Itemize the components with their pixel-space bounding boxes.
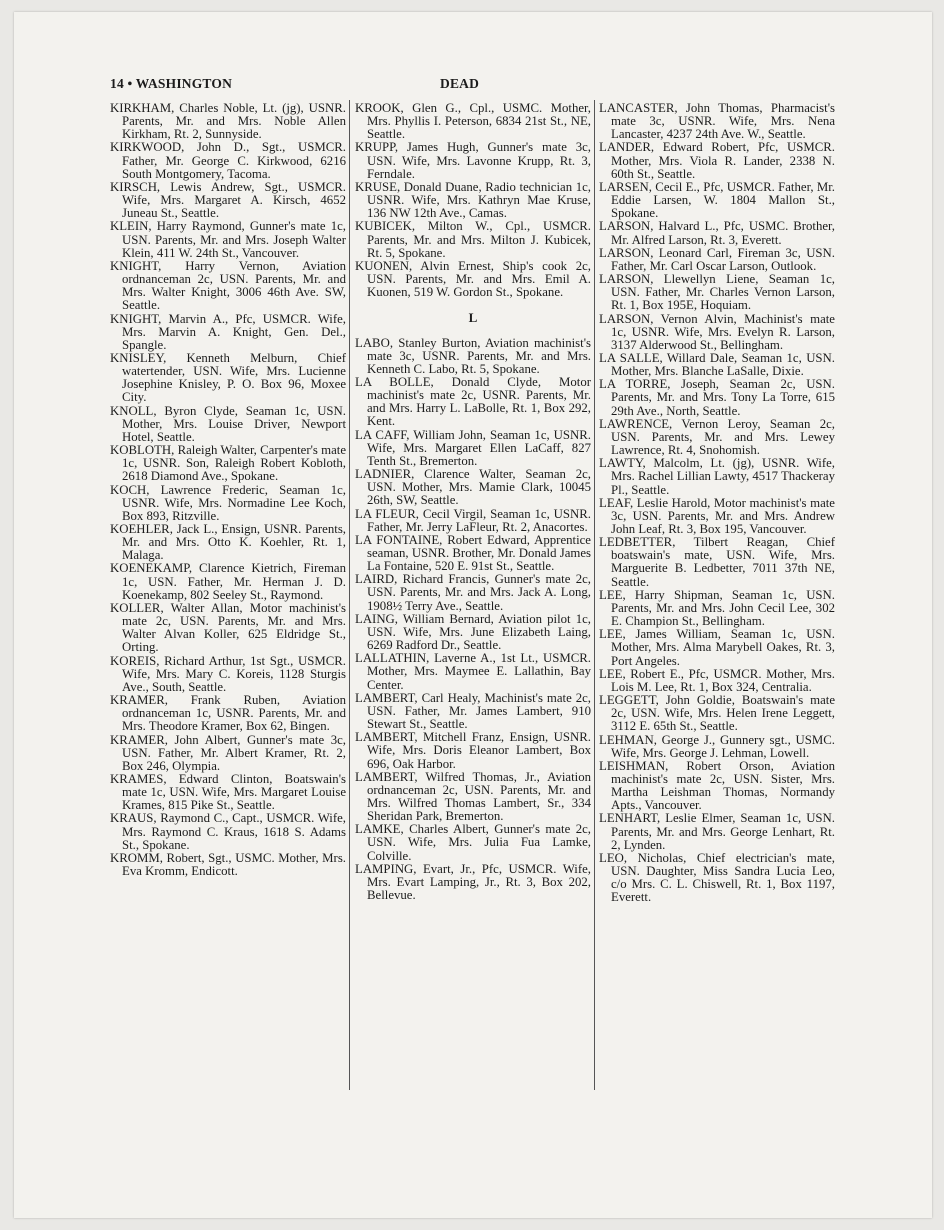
directory-entry: LEGGETT, John Goldie, Boatswain's mate 2c, USN. Wife, Mrs. Helen Irene Leggett, 3112 E. 65th St., Seattle. — [599, 693, 835, 734]
directory-entry: LARSON, Llewellyn Liene, Seaman 1c, USN. Father, Mr. Charles Vernon Larson, Rt. 1, Box 195E, Hoquiam. — [599, 272, 835, 313]
page-number: 14 — [110, 76, 124, 91]
directory-entry: KUBICEK, Milton W., Cpl., USMCR. Parents, Mr. and Mrs. Milton J. Kubicek, Rt. 5, Spokane. — [355, 219, 591, 260]
directory-entry: LA CAFF, William John, Seaman 1c, USNR. Wife, Mrs. Margaret Ellen LaCaff, 827 Tenth St., Bremerton. — [355, 427, 591, 468]
directory-entry: KOBLOTH, Raleigh Walter, Carpenter's mate 1c, USNR. Son, Raleigh Robert Kobloth, 2618 Diamond Ave., Spokane. — [110, 443, 346, 484]
directory-entry: KRAMER, Frank Ruben, Aviation ordnanceman 1c, USNR. Parents, Mr. and Mrs. Theodore Kramer, Box 62, Bingen. — [110, 693, 346, 734]
column-rule-2 — [594, 100, 595, 1090]
directory-entry: LEO, Nicholas, Chief electrician's mate, USN. Daughter, Miss Sandra Lucia Leo, c/o Mrs. C. L. Chiswell, Rt. 1, Box 1197, Everett. — [599, 850, 835, 905]
column-3 — [599, 102, 835, 905]
directory-entry: LA FONTAINE, Robert Edward, Apprentice seaman, USNR. Brother, Mr. Donald James La Fontaine, 520 E. 91st St., Seattle. — [355, 532, 591, 574]
directory-entry: LANDER, Edward Robert, Pfc, USMCR. Mother, Mrs. Viola R. Lander, 2338 N. 60th St., Seattle. — [599, 140, 835, 181]
directory-entry: LADNIER, Clarence Walter, Seaman 2c, USN. Mother, Mrs. Mamie Clark, 10045 26th, SW, Seattle. — [355, 467, 591, 508]
directory-entry: KRAMES, Edward Clinton, Boatswain's mate 1c, USN. Wife, Mrs. Margaret Louise Krames, 815 Pike St., Seattle. — [110, 771, 346, 813]
directory-entry: LALLATHIN, Laverne A., 1st Lt., USMCR. Mother, Mrs. Maymee E. Lallathin, Bay Center. — [355, 651, 591, 692]
directory-entry: LEHMAN, George J., Gunnery sgt., USMC. Wife, Mrs. George J. Lehman, Lowell. — [599, 732, 835, 760]
column-2 — [355, 102, 591, 902]
directory-entry: LEISHMAN, Robert Orson, Aviation machinist's mate 2c, USN. Sister, Mrs. Martha Leishman Thomas, Normandy Apts., Vancouver. — [599, 758, 835, 813]
section-letter-heading: L — [468, 310, 478, 326]
directory-entry: LAMKE, Charles Albert, Gunner's mate 2c, USN. Wife, Mrs. Julia Fua Lamke, Colville. — [355, 822, 591, 863]
directory-entry: KRAMER, John Albert, Gunner's mate 3c, USN. Father, Mr. Albert Kramer, Rt. 2, Box 246, Olympia. — [110, 732, 346, 773]
directory-entry: LAMBERT, Wilfred Thomas, Jr., Aviation ordnanceman 2c, USN. Parents, Mr. and Mrs. Wilfred Thomas Lambert, Sr., 334 Sheridan Park, Bremerton. — [355, 769, 591, 824]
directory-entry: KOEHLER, Jack L., Ensign, USNR. Parents, Mr. and Mrs. Otto K. Koehler, Rt. 1, Malaga. — [110, 522, 346, 563]
directory-entry: KOENEKAMP, Clarence Kietrich, Fireman 1c, USN. Father, Mr. Herman J. D. Koenekamp, 802 Seeley St., Raymond. — [110, 561, 346, 602]
directory-entry: LEE, Robert E., Pfc, USMCR. Mother, Mrs. Lois M. Lee, Rt. 1, Box 324, Centralia. — [599, 666, 835, 694]
column-1 — [110, 102, 346, 878]
directory-entry: LARSON, Halvard L., Pfc, USMC. Brother, Mr. Alfred Larson, Rt. 3, Everett. — [599, 219, 835, 247]
directory-entry: LABO, Stanley Burton, Aviation machinist's mate 3c, USNR. Parents, Mr. and Mrs. Kenneth C. Labo, Rt. 5, Spokane. — [355, 335, 591, 376]
directory-entry: LAMBERT, Mitchell Franz, Ensign, USNR. Wife, Mrs. Doris Eleanor Lambert, Box 696, Oak Harbor. — [355, 730, 591, 771]
directory-entry: KRUPP, James Hugh, Gunner's mate 3c, USN. Wife, Mrs. Lavonne Krupp, Rt. 3, Ferndale. — [355, 140, 591, 181]
directory-entry: LA BOLLE, Donald Clyde, Motor machinist's mate 2c, USNR. Parents, Mr. and Mrs. Harry L. LaBolle, Rt. 1, Box 292, Kent. — [355, 374, 591, 429]
directory-entry: LAWTY, Malcolm, Lt. (jg), USNR. Wife, Mrs. Rachel Lillian Lawty, 4517 Thackeray Pl., Seattle. — [599, 456, 835, 497]
state-name: WASHINGTON — [135, 76, 233, 91]
directory-entry: LENHART, Leslie Elmer, Seaman 1c, USN. Parents, Mr. and Mrs. George Lenhart, Rt. 2, Lynden. — [599, 811, 835, 852]
header-left — [110, 76, 232, 92]
directory-entry: LANCASTER, John Thomas, Pharmacist's mate 3c, USNR. Wife, Mrs. Nena Lancaster, 4237 24th Ave. W., Seattle. — [599, 101, 835, 142]
directory-entry: LAMBERT, Carl Healy, Machinist's mate 2c, USN. Father, Mr. James Lambert, 910 Stewart St., Seattle. — [355, 690, 591, 732]
directory-entry: LARSON, Vernon Alvin, Machinist's mate 1c, USNR. Wife, Mrs. Evelyn R. Larson, 3137 Alderwood St., Bellingham. — [599, 311, 835, 352]
directory-entry: KROOK, Glen G., Cpl., USMC. Mother, Mrs. Phyllis I. Peterson, 6834 21st St., NE, Seattle. — [355, 101, 591, 142]
header-bullet: • — [127, 76, 133, 91]
directory-entry: KRUSE, Donald Duane, Radio technician 1c, USNR. Wife, Mrs. Kathryn Mae Kruse, 136 NW 12th Ave., Camas. — [355, 179, 591, 221]
directory-entry: KOREIS, Richard Arthur, 1st Sgt., USMCR. Wife, Mrs. Mary C. Koreis, 1128 Sturgis Ave., South, Seattle. — [110, 653, 346, 694]
directory-entry: LEDBETTER, Tilbert Reagan, Chief boatswain's mate, USN. Wife, Mrs. Marguerite B. Ledbetter, 7011 37th NE, Seattle. — [599, 535, 835, 589]
directory-entry: KOLLER, Walter Allan, Motor machinist's mate 2c, USN. Parents, Mr. and Mrs. Walter Alvan Koller, 625 Eldridge St., Orting. — [110, 600, 346, 655]
directory-entry: LARSON, Leonard Carl, Fireman 3c, USN. Father, Mr. Carl Oscar Larson, Outlook. — [599, 245, 835, 273]
directory-entry: KIRKWOOD, John D., Sgt., USMCR. Father, Mr. George C. Kirkwood, 6216 South Montgomery, Tacoma. — [110, 140, 346, 181]
directory-entry: KNIGHT, Harry Vernon, Aviation ordnanceman 2c, USN. Parents, Mr. and Mrs. Walter Knight, 3006 46th Ave. SW, Seattle. — [110, 258, 346, 313]
directory-entry: LA TORRE, Joseph, Seaman 2c, USN. Parents, Mr. and Mrs. Tony La Torre, 615 29th Ave., North, Seattle. — [599, 377, 835, 418]
directory-entry: KUONEN, Alvin Ernest, Ship's cook 2c, USN. Parents, Mr. and Mrs. Emil A. Kuonen, 519 W. Gordon St., Spokane. — [355, 258, 591, 300]
directory-entry: KNOLL, Byron Clyde, Seaman 1c, USN. Mother, Mrs. Louise Driver, Newport Hotel, Seattle. — [110, 403, 346, 444]
directory-entry: LA FLEUR, Cecil Virgil, Seaman 1c, USNR. Father, Mr. Jerry LaFleur, Rt. 2, Anacortes. — [355, 506, 591, 534]
directory-entry: LEE, James William, Seaman 1c, USN. Mother, Mrs. Alma Marybell Oakes, Rt. 3, Port Angeles. — [599, 627, 835, 668]
directory-entry: KIRSCH, Lewis Andrew, Sgt., USMCR. Wife, Mrs. Margaret A. Kirsch, 4652 Juneau St., Seattle. — [110, 179, 346, 221]
page-header — [110, 76, 832, 96]
directory-entry: KOCH, Lawrence Frederic, Seaman 1c, USNR. Wife, Mrs. Normadine Lee Koch, Box 893, Ritzville. — [110, 482, 346, 523]
directory-entry: KROMM, Robert, Sgt., USMC. Mother, Mrs. Eva Kromm, Endicott. — [110, 850, 346, 879]
directory-entry: KNISLEY, Kenneth Melburn, Chief watertender, USN. Wife, Mrs. Lucienne Josephine Knisley, P. O. Box 96, Moxee City. — [110, 350, 346, 405]
directory-entry: KLEIN, Harry Raymond, Gunner's mate 1c, USN. Parents, Mr. and Mrs. Joseph Walter Klein, 411 W. 24th St., Vancouver. — [110, 219, 346, 260]
directory-entry: KIRKHAM, Charles Noble, Lt. (jg), USNR. Parents, Mr. and Mrs. Noble Allen Kirkham, Rt. 2, Sunnyside. — [110, 101, 346, 142]
directory-entry: LARSEN, Cecil E., Pfc, USMCR. Father, Mr. Eddie Larsen, W. 1804 Mallon St., Spokane. — [599, 179, 835, 221]
column-rule-1 — [349, 100, 350, 1090]
directory-entry: LAWRENCE, Vernon Leroy, Seaman 2c, USN. Parents, Mr. and Mrs. Lewey Lawrence, Rt. 4, Snohomish. — [599, 416, 835, 458]
directory-entry: LAING, William Bernard, Aviation pilot 1c, USN. Wife, Mrs. June Elizabeth Laing, 6269 Radford Dr., Seattle. — [355, 611, 591, 653]
directory-entry: LAMPING, Evart, Jr., Pfc, USMCR. Wife, Mrs. Evart Lamping, Jr., Rt. 3, Box 202, Bellevue. — [355, 861, 591, 903]
directory-entry: KRAUS, Raymond C., Capt., USMCR. Wife, Mrs. Raymond C. Kraus, 1618 S. Adams St., Spokane. — [110, 811, 346, 852]
directory-entry: KNIGHT, Marvin A., Pfc, USMCR. Wife, Mrs. Marvin A. Knight, Gen. Del., Spangle. — [110, 311, 346, 352]
directory-entry: LEE, Harry Shipman, Seaman 1c, USN. Parents, Mr. and Mrs. John Cecil Lee, 302 E. Champion St., Bellingham. — [599, 587, 835, 629]
directory-entry: LA SALLE, Willard Dale, Seaman 1c, USN. Mother, Mrs. Blanche LaSalle, Dixie. — [599, 350, 835, 379]
section-title: DEAD — [440, 76, 480, 91]
directory-entry: LEAF, Leslie Harold, Motor machinist's mate 3c, USN. Parents, Mr. and Mrs. Andrew John Leaf, Rt. 3, Box 195, Vancouver. — [599, 495, 835, 536]
directory-entry: LAIRD, Richard Francis, Gunner's mate 2c, USN. Parents, Mr. and Mrs. Jack A. Long, 1908½ Terry Ave., Seattle. — [355, 572, 591, 613]
